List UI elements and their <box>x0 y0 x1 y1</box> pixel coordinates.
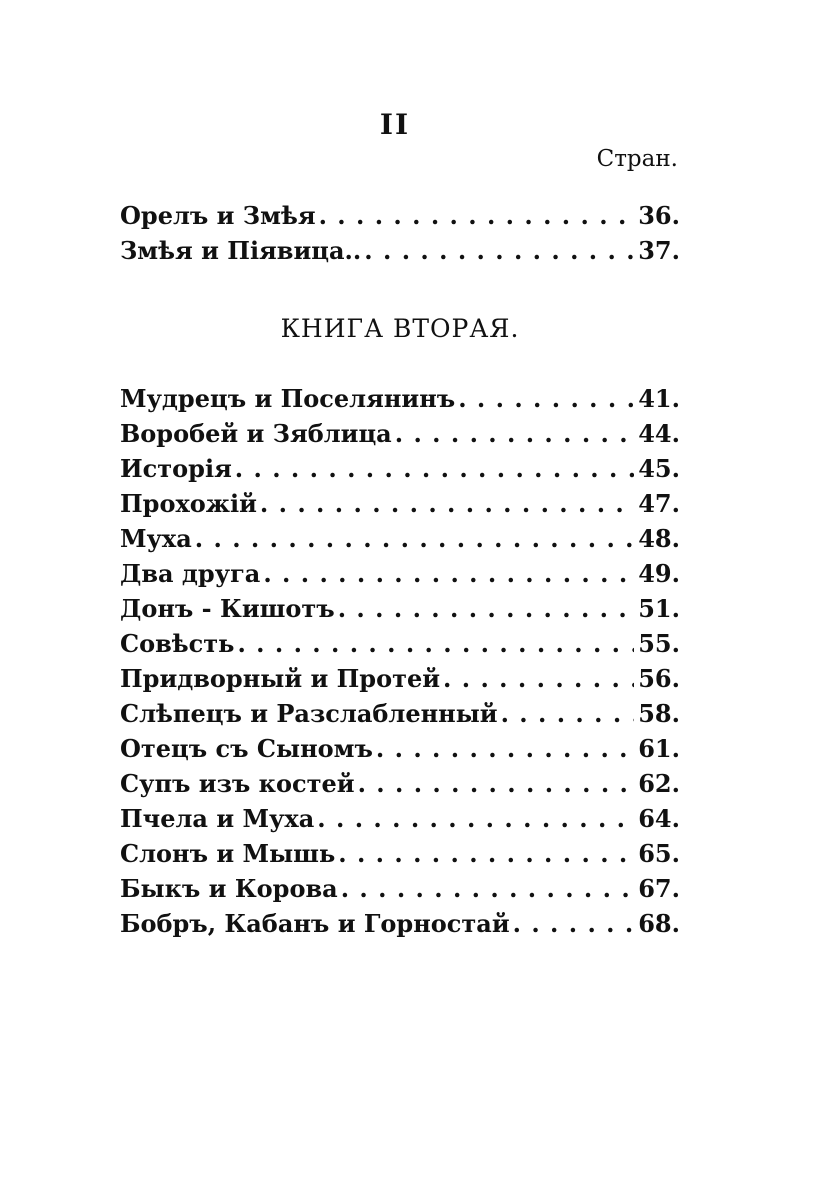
toc-entry-title: Прохожій <box>120 489 257 518</box>
toc-entry-title: Слонъ и Мышь <box>120 839 336 868</box>
toc-entry-title: Супъ изъ костей <box>120 769 355 798</box>
toc-entry-page: 56. <box>638 664 680 693</box>
toc-leader-dots <box>335 836 634 871</box>
toc-leader-dots <box>335 591 635 626</box>
toc-entry <box>120 416 680 451</box>
toc-entry-page: 61. <box>638 734 680 763</box>
toc-entry-page: 65. <box>638 839 680 868</box>
toc-entry-page: 49. <box>638 559 680 588</box>
toc-leader-dots <box>440 661 634 696</box>
toc-entry <box>120 801 680 836</box>
toc-leader-dots <box>373 731 634 766</box>
toc-leader-dots <box>338 871 635 906</box>
page-number: II <box>379 108 411 141</box>
toc-leader-dots <box>314 801 634 836</box>
toc-entry <box>120 906 680 941</box>
toc-leader-dots <box>260 556 634 591</box>
toc-entry-title: Два друга <box>120 559 261 588</box>
section-heading: КНИГА ВТОРАЯ. <box>280 314 520 343</box>
toc-entry <box>120 233 680 268</box>
toc-leader-dots <box>392 416 635 451</box>
toc-leader-dots <box>498 696 635 731</box>
toc-leader-dots <box>455 381 634 416</box>
toc-entry <box>120 591 680 626</box>
toc-leader-dots <box>355 766 635 801</box>
toc-entry-title: Муха <box>120 524 192 553</box>
toc-entry-page: 68. <box>638 909 680 938</box>
toc-leader-dots <box>316 198 635 233</box>
toc-entry <box>120 626 680 661</box>
toc-entry-page: 44. <box>638 419 680 448</box>
toc-section-1 <box>120 198 680 268</box>
toc-list-1 <box>120 198 680 268</box>
toc-entry-title: Пчела и Муха <box>120 804 315 833</box>
toc-entry <box>120 451 680 486</box>
toc-entry-page: 47. <box>638 489 680 518</box>
toc-entry <box>120 696 680 731</box>
toc-leader-dots <box>232 451 634 486</box>
toc-section-2 <box>120 381 680 941</box>
toc-entry-title: Мудрецъ и Поселянинъ <box>120 384 456 413</box>
toc-entry-title: Быкъ и Корова <box>120 874 338 903</box>
toc-entry-title: Орелъ и Змѣя <box>120 201 316 230</box>
toc-entry-page: 41. <box>638 384 680 413</box>
toc-leader-dots <box>257 486 634 521</box>
toc-entry-page: 36. <box>638 201 680 230</box>
toc-entry-page: 55. <box>638 629 680 658</box>
toc-entry-title: Донъ - Кишотъ <box>120 594 335 623</box>
toc-entry-title: Бобръ, Кабанъ и Горностай <box>120 909 510 938</box>
toc-entry-page: 58. <box>638 699 680 728</box>
toc-entry-page: 37. <box>638 236 680 265</box>
toc-entry-title: Воробей и Зяблица <box>120 419 392 448</box>
toc-entry <box>120 766 680 801</box>
toc-entry-page: 48. <box>638 524 680 553</box>
toc-entry <box>120 871 680 906</box>
toc-entry-page: 51. <box>638 594 680 623</box>
toc-leader-dots <box>361 233 634 268</box>
toc-entry <box>120 731 680 766</box>
page-column-header: Стран. <box>596 146 678 172</box>
toc-entry-title: Исторія <box>120 454 232 483</box>
toc-entry-title: Слѣпецъ и Разслабленный <box>120 699 498 728</box>
toc-entry-title: Отецъ съ Сыномъ <box>120 734 373 763</box>
toc-entry <box>120 556 680 591</box>
toc-entry-page: 45. <box>638 454 680 483</box>
toc-entry-page: 62. <box>638 769 680 798</box>
toc-entry <box>120 661 680 696</box>
toc-entry-title: Придворный и Протей <box>120 664 441 693</box>
toc-leader-dots <box>510 906 635 941</box>
toc-entry-title: Совѣсть <box>120 629 235 658</box>
toc-entry-page: 67. <box>638 874 680 903</box>
toc-leader-dots <box>234 626 634 661</box>
toc-entry <box>120 486 680 521</box>
toc-list-2 <box>120 381 680 941</box>
toc-entry <box>120 198 680 233</box>
toc-entry <box>120 381 680 416</box>
toc-entry-page: 64. <box>638 804 680 833</box>
toc-entry <box>120 836 680 871</box>
toc-entry <box>120 521 680 556</box>
toc-entry-title: Змѣя и Піявица.. <box>120 236 362 265</box>
toc-leader-dots <box>192 521 634 556</box>
